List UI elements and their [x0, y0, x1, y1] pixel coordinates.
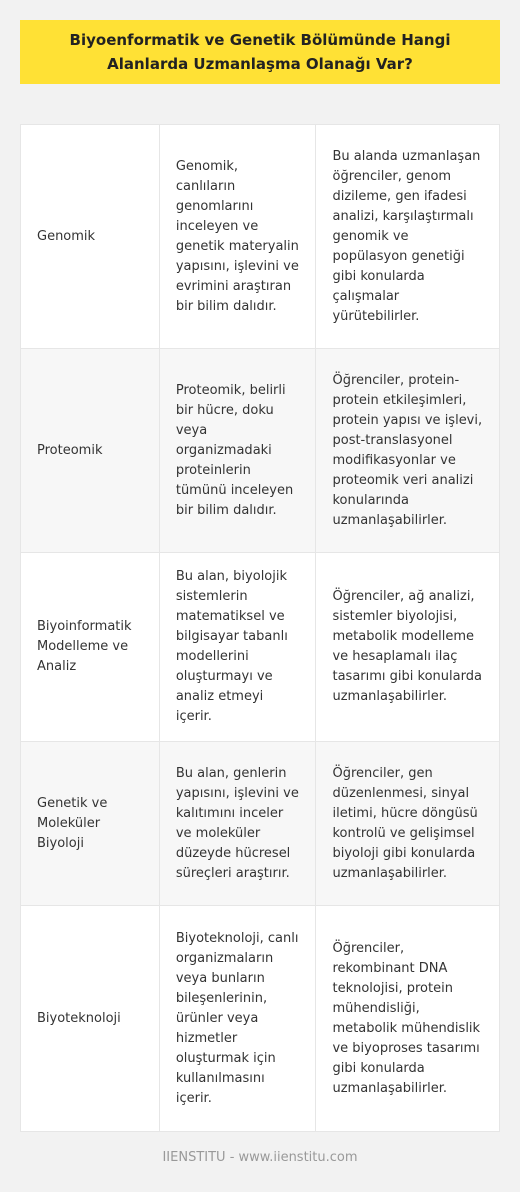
field-name-cell: Genetik ve Moleküler Biyoloji	[21, 742, 160, 906]
title-banner	[20, 20, 500, 84]
field-name-cell: Biyoteknoloji	[21, 906, 160, 1132]
specialization-cell: Öğrenciler, ağ analizi, sistemler biyolojisi, metabolik modelleme ve hesaplamalı ilaç tasarımı gibi konularda uzmanlaşabilirler.	[316, 553, 500, 742]
definition-cell: Proteomik, belirli bir hücre, doku veya organizmadaki proteinlerin tümünü inceleyen bir bilim dalıdır.	[159, 349, 316, 553]
definition-cell: Genomik, canlıların genomlarını inceleyen ve genetik materyalin yapısını, işlevini ve evrimini araştıran bir bilim dalıdır.	[159, 125, 316, 349]
page-title: Biyoenformatik ve Genetik Bölümünde Hangi Alanlarda Uzmanlaşma Olanağı Var?	[69, 31, 451, 73]
footer-credit: IIENSTITU - www.iienstitu.com	[162, 1150, 358, 1165]
table-row	[21, 553, 500, 742]
specialization-cell: Öğrenciler, gen düzenlenmesi, sinyal iletimi, hücre döngüsü kontrolü ve gelişimsel biyoloji gibi konularda uzmanlaşabilirler.	[316, 742, 500, 906]
definition-cell: Bu alan, genlerin yapısını, işlevini ve kalıtımını inceler ve moleküler düzeyde hücresel süreçleri araştırır.	[159, 742, 316, 906]
specialization-cell: Bu alanda uzmanlaşan öğrenciler, genom dizileme, gen ifadesi analizi, karşılaştırmalı genomik ve popülasyon genetiği gibi konularda çalışmalar yürütebilirler.	[316, 125, 500, 349]
table-row	[21, 906, 500, 1132]
field-name-cell: Proteomik	[21, 349, 160, 553]
specialization-cell: Öğrenciler, protein-protein etkileşimleri, protein yapısı ve işlevi, post-translasyonel modifikasyonlar ve proteomik veri analizi konularında uzmanlaşabilirler.	[316, 349, 500, 553]
table-row	[21, 349, 500, 553]
field-name-cell: Genomik	[21, 125, 160, 349]
definition-cell: Biyoteknoloji, canlı organizmaların veya bunların bileşenlerinin, ürünler veya hizmetler oluşturmak için kullanılmasını içerir.	[159, 906, 316, 1132]
definition-cell: Bu alan, biyolojik sistemlerin matematiksel ve bilgisayar tabanlı modellerini oluşturmayı ve analiz etmeyi içerir.	[159, 553, 316, 742]
specialization-table	[20, 124, 500, 1132]
specialization-cell: Öğrenciler, rekombinant DNA teknolojisi, protein mühendisliği, metabolik mühendislik ve biyoproses tasarımı gibi konularda uzmanlaşabilirler.	[316, 906, 500, 1132]
table-row	[21, 742, 500, 906]
table-row	[21, 125, 500, 349]
field-name-cell: Biyoinformatik Modelleme ve Analiz	[21, 553, 160, 742]
